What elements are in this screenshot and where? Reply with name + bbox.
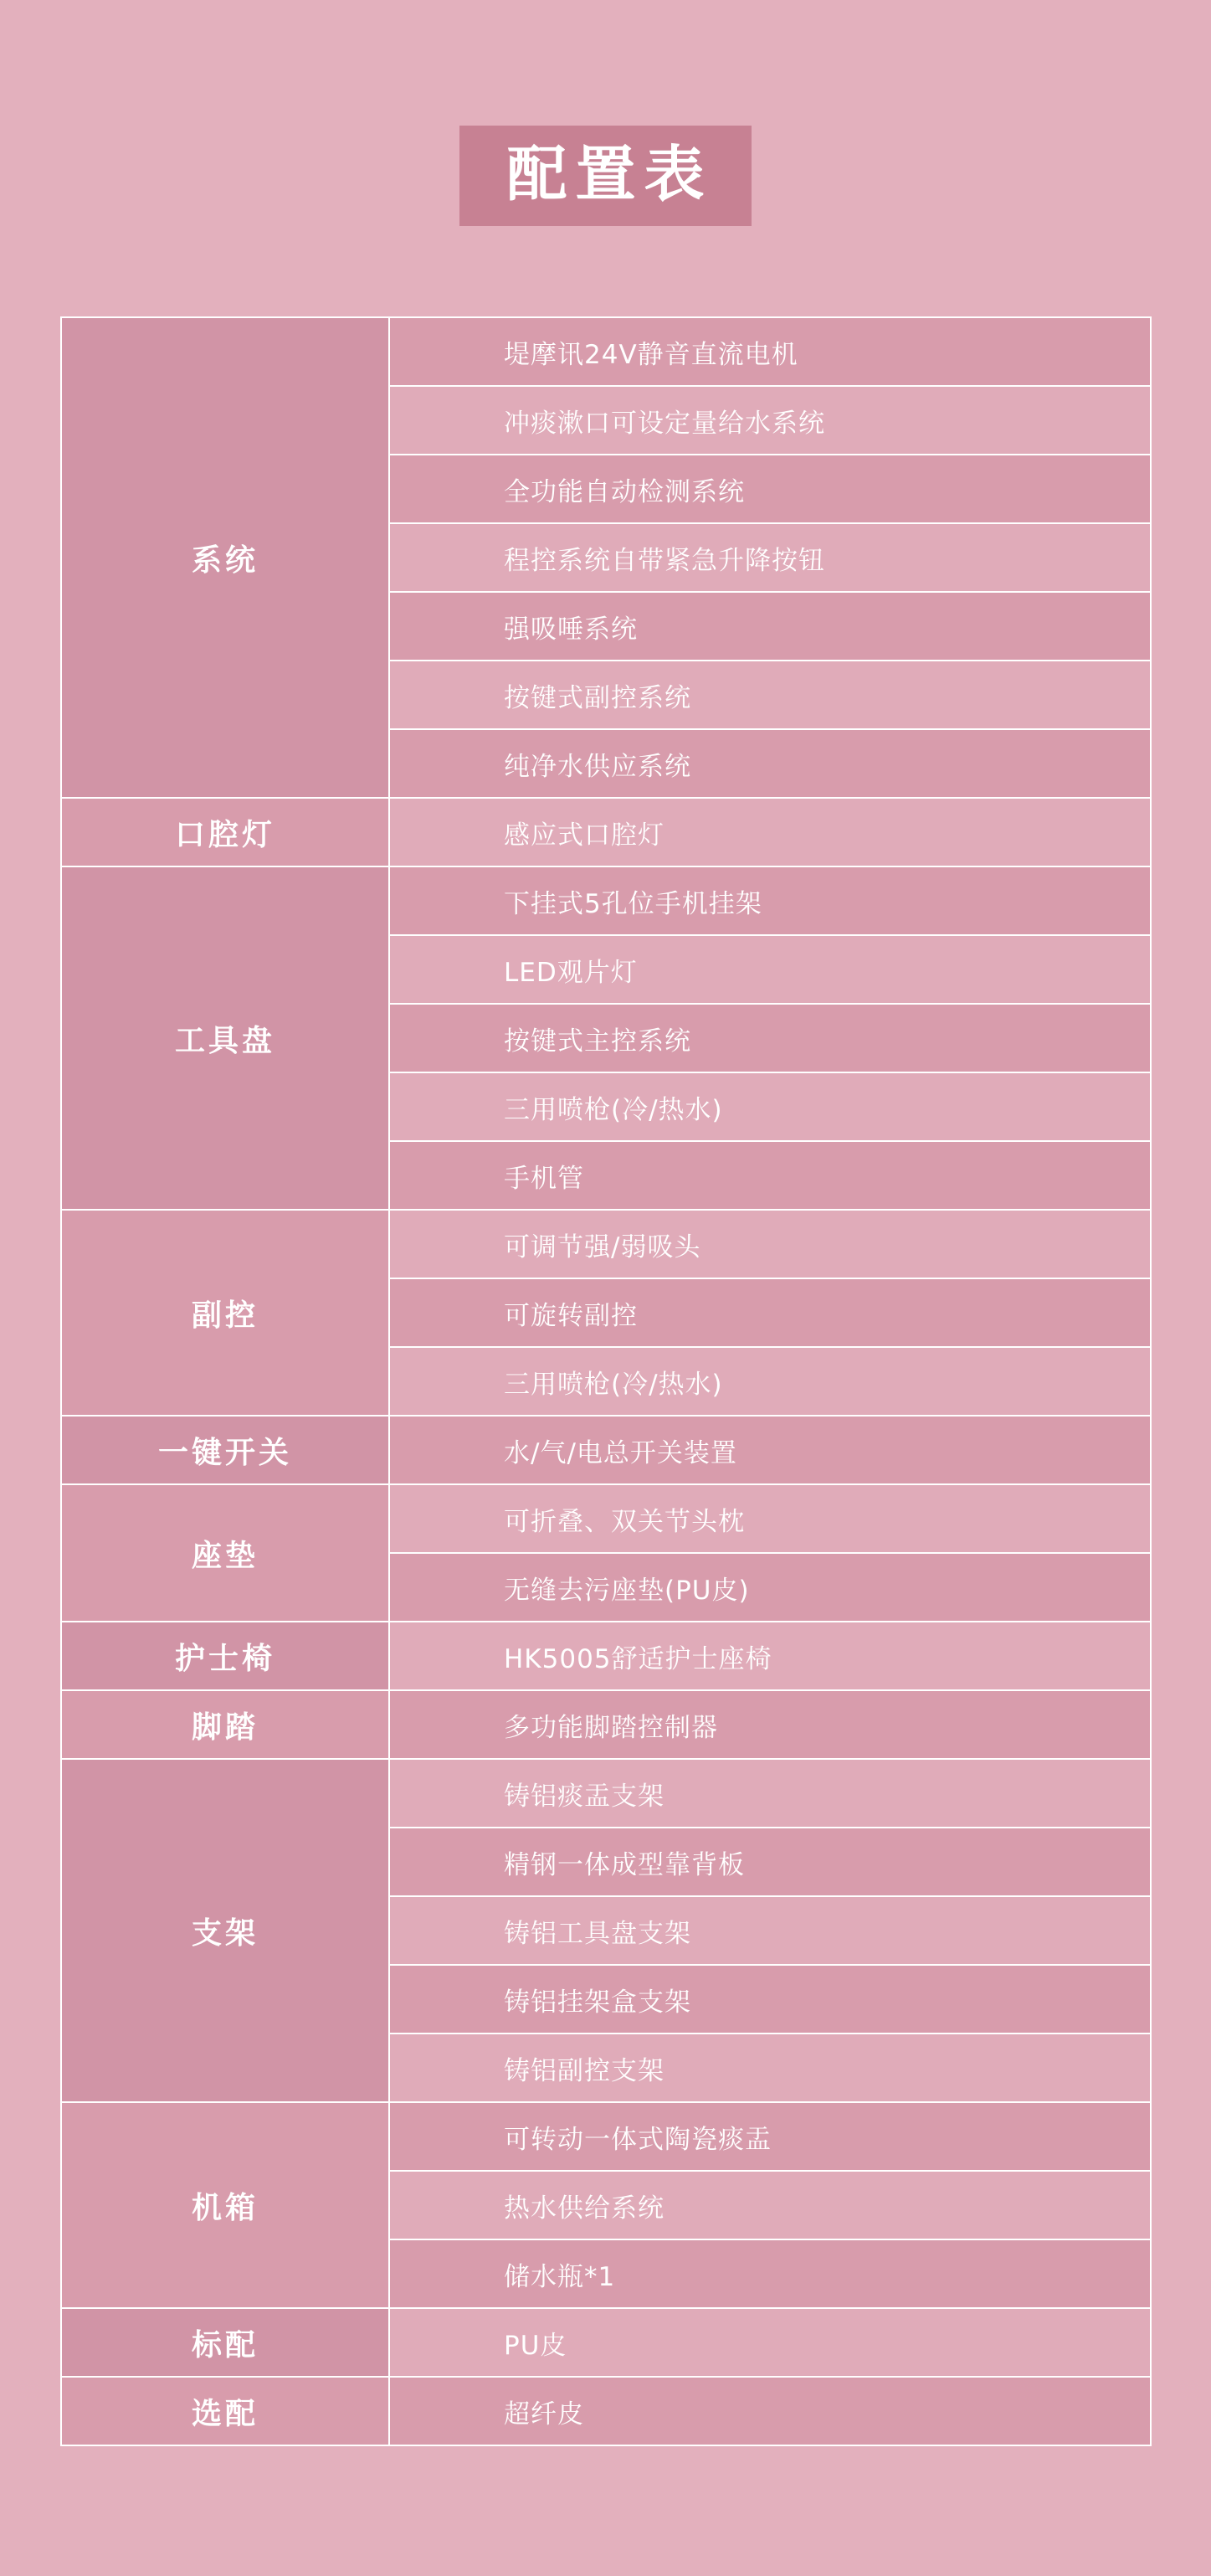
item-cell: 冲痰漱口可设定量给水系统	[390, 387, 1152, 455]
item-cell: HK5005舒适护士座椅	[390, 1622, 1152, 1691]
item-cell: 纯净水供应系统	[390, 730, 1152, 799]
category-items	[390, 1485, 1152, 1622]
item-cell: 堤摩讯24V静音直流电机	[390, 318, 1152, 387]
category-cell: 口腔灯	[62, 799, 390, 867]
item-cell: 强吸唾系统	[390, 593, 1152, 661]
item-cell: 下挂式5孔位手机挂架	[390, 867, 1152, 936]
item-cell: 超纤皮	[390, 2378, 1152, 2446]
item-cell: LED观片灯	[390, 936, 1152, 1005]
configuration-table	[60, 316, 1152, 2446]
table-row	[62, 1760, 1152, 2103]
item-cell: PU皮	[390, 2309, 1152, 2378]
page-title: 配置表	[459, 126, 751, 226]
category-items	[390, 799, 1152, 867]
item-cell: 程控系统自带紧急升降按钮	[390, 524, 1152, 593]
category-cell: 标配	[62, 2309, 390, 2378]
category-cell: 座垫	[62, 1485, 390, 1622]
category-cell: 副控	[62, 1211, 390, 1417]
item-cell: 可转动一体式陶瓷痰盂	[390, 2103, 1152, 2172]
item-cell: 按键式主控系统	[390, 1005, 1152, 1073]
table-row	[62, 1622, 1152, 1691]
item-cell: 无缝去污座垫(PU皮)	[390, 1554, 1152, 1622]
table-row	[62, 867, 1152, 1211]
item-cell: 多功能脚踏控制器	[390, 1691, 1152, 1760]
category-items	[390, 2309, 1152, 2378]
table-row	[62, 1485, 1152, 1622]
table-row	[62, 2103, 1152, 2309]
category-items	[390, 1622, 1152, 1691]
table-row	[62, 799, 1152, 867]
category-cell: 工具盘	[62, 867, 390, 1211]
category-cell: 护士椅	[62, 1622, 390, 1691]
category-cell: 机箱	[62, 2103, 390, 2309]
item-cell: 热水供给系统	[390, 2172, 1152, 2240]
table-row	[62, 2378, 1152, 2446]
item-cell: 铸铝痰盂支架	[390, 1760, 1152, 1828]
category-items	[390, 1760, 1152, 2103]
item-cell: 感应式口腔灯	[390, 799, 1152, 867]
item-cell: 手机管	[390, 1142, 1152, 1211]
table-row	[62, 1211, 1152, 1417]
category-items	[390, 318, 1152, 799]
item-cell: 铸铝挂架盒支架	[390, 1966, 1152, 2034]
table-row	[62, 1417, 1152, 1485]
category-items	[390, 1691, 1152, 1760]
table-row	[62, 2309, 1152, 2378]
item-cell: 按键式副控系统	[390, 661, 1152, 730]
item-cell: 三用喷枪(冷/热水)	[390, 1073, 1152, 1142]
table-row	[62, 1691, 1152, 1760]
item-cell: 铸铝副控支架	[390, 2034, 1152, 2103]
table-row	[62, 318, 1152, 799]
category-cell: 系统	[62, 318, 390, 799]
item-cell: 精钢一体成型靠背板	[390, 1828, 1152, 1897]
category-items	[390, 2103, 1152, 2309]
item-cell: 储水瓶*1	[390, 2240, 1152, 2309]
category-cell: 一键开关	[62, 1417, 390, 1485]
category-cell: 支架	[62, 1760, 390, 2103]
item-cell: 可折叠、双关节头枕	[390, 1485, 1152, 1554]
category-cell: 脚踏	[62, 1691, 390, 1760]
category-items	[390, 867, 1152, 1211]
item-cell: 三用喷枪(冷/热水)	[390, 1348, 1152, 1417]
category-items	[390, 1417, 1152, 1485]
item-cell: 可调节强/弱吸头	[390, 1211, 1152, 1279]
item-cell: 水/气/电总开关装置	[390, 1417, 1152, 1485]
category-items	[390, 2378, 1152, 2446]
item-cell: 铸铝工具盘支架	[390, 1897, 1152, 1966]
item-cell: 可旋转副控	[390, 1279, 1152, 1348]
category-cell: 选配	[62, 2378, 390, 2446]
page-title-wrap	[0, 0, 1211, 226]
category-items	[390, 1211, 1152, 1417]
item-cell: 全功能自动检测系统	[390, 455, 1152, 524]
